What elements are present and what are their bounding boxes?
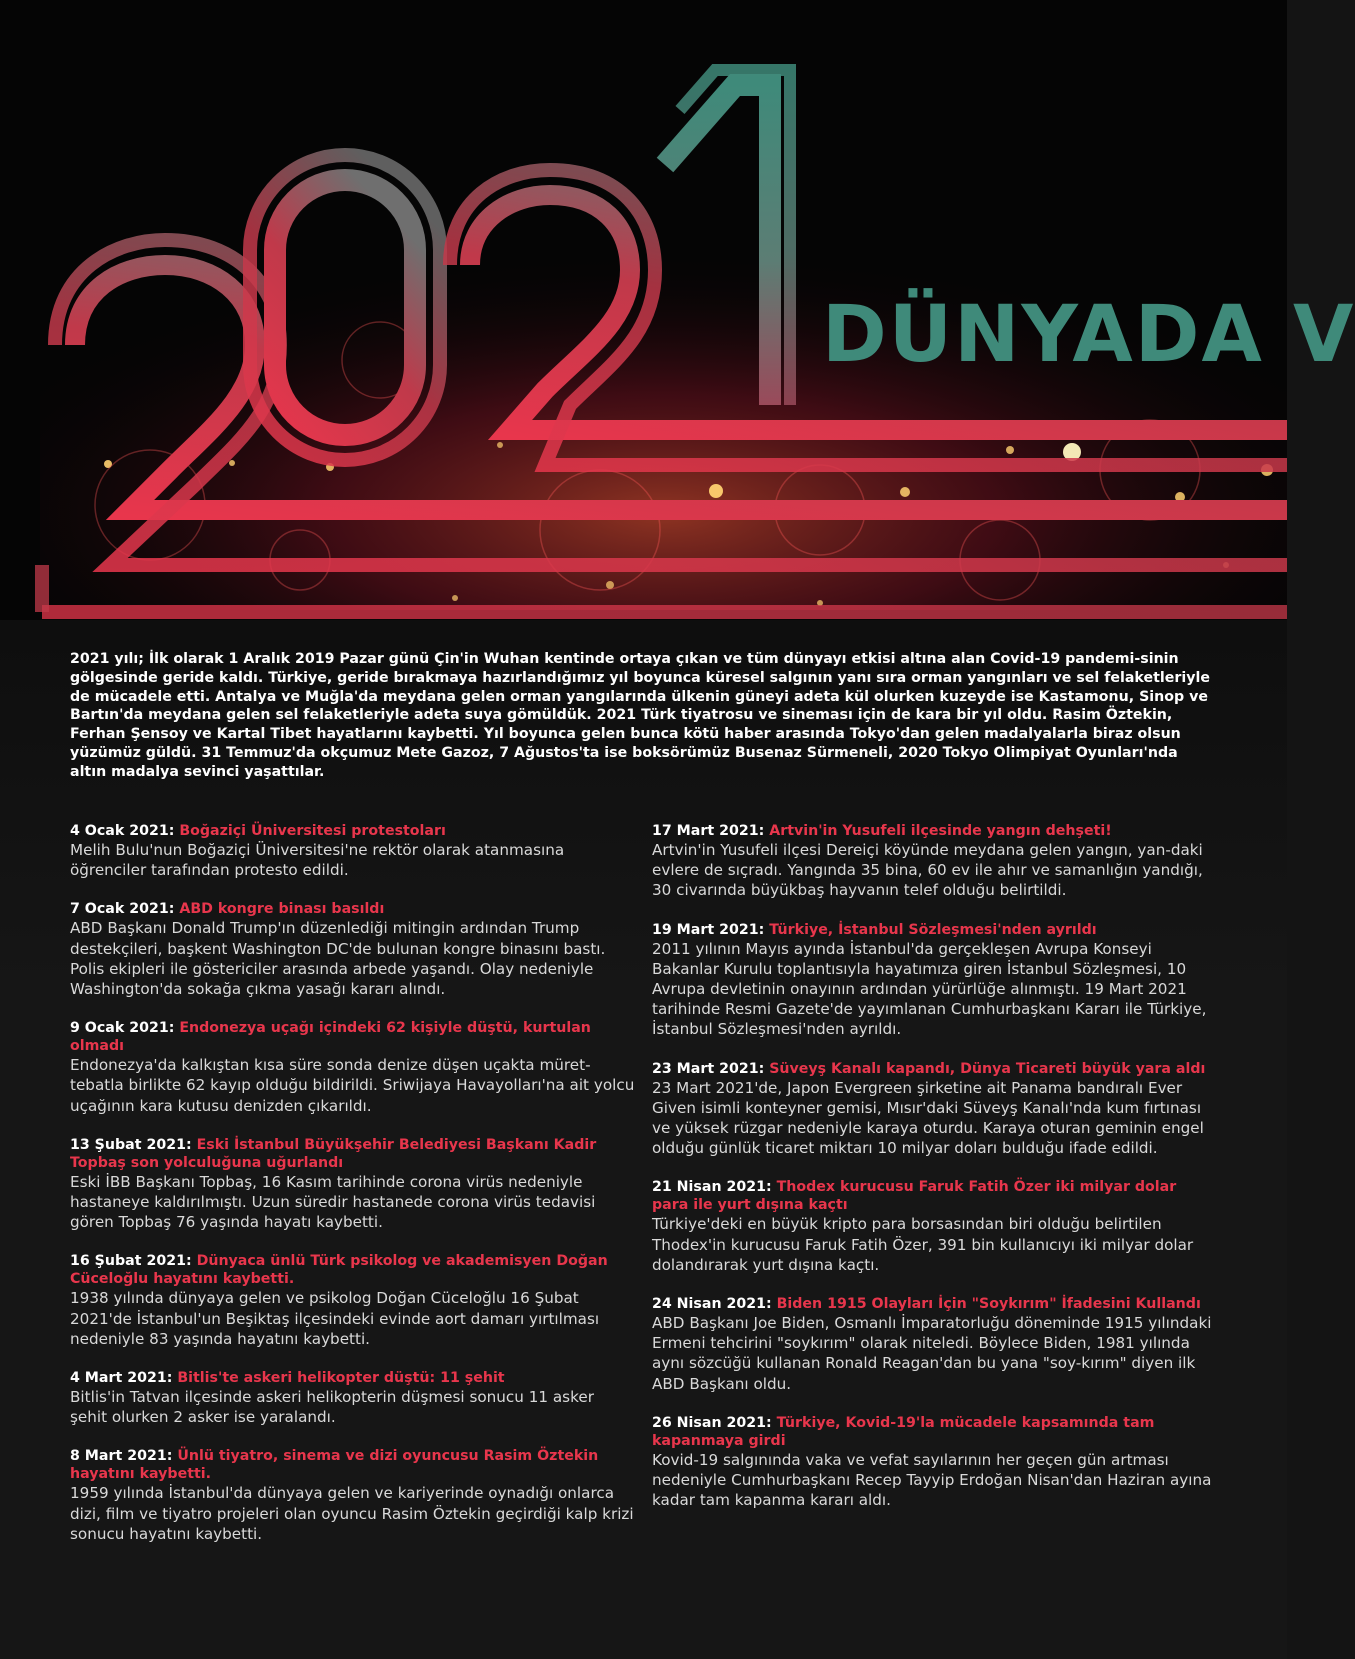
entry-date: 21 Nisan 2021:: [652, 1179, 772, 1196]
entry-date: 19 Mart 2021:: [652, 921, 765, 938]
entry-headline: Biden 1915 Olayları İçin "Soykırım" İfadesini Kullandı: [776, 1296, 1201, 1313]
entry-headline: Dünyaca ünlü Türk psikolog ve akademisyen Doğan Cüceloğlu hayatını kaybetti.: [70, 1253, 608, 1288]
entry-headline: Endonezya uçağı içindeki 62 kişiyle düştü, kurtulan olmadı: [70, 1020, 591, 1055]
entry-body: ABD Başkanı Joe Biden, Osmanlı İmparatorluğu döneminde 1915 yılındaki Ermeni tehcirini "soykırım" olarak niteledi. Böylece Biden, 1981 yılında aynı sözcüğü kullanan Ronald Reagan'dan bu yana "soy-kırım" diyen ilk ABD Başkanı oldu.: [652, 1314, 1212, 1393]
entry-date: 26 Nisan 2021:: [652, 1414, 772, 1431]
news-entry: [652, 822, 1217, 901]
entry-headline: Artvin'in Yusufeli ilçesinde yangın dehşeti!: [769, 823, 1112, 839]
entry-headline: ABD kongre binası basıldı: [179, 901, 385, 918]
entry-date: 16 Şubat 2021:: [70, 1253, 192, 1270]
entry-date: 4 Ocak 2021:: [70, 823, 175, 839]
entry-title: [70, 1019, 635, 1055]
entry-title: [652, 921, 1217, 939]
news-entry: [70, 900, 635, 999]
news-entry: [70, 1447, 635, 1544]
news-entry: [70, 1369, 635, 1427]
news-entry: [652, 921, 1217, 1040]
entry-title: [70, 1369, 635, 1387]
entry-headline: Türkiye, İstanbul Sözleşmesi'nden ayrıldı: [769, 921, 1097, 938]
entry-body: 1959 yılında İstanbul'da dünyaya gelen ve kariyerinde oynadığı onlarca dizi, film ve tiyatro projeleri olan oyuncu Rasim Öztekin geçirdiği kalp krizi sonucu hayatını kaybetti.: [70, 1484, 634, 1543]
entry-title: [652, 1414, 1217, 1450]
entry-body: 1938 yılında dünyaya gelen ve psikolog Doğan Cüceloğlu 16 Şubat 2021'de İstanbul'un Beşiktaş ilçesindeki evinde aort damarı yırtılması nedeniyle 83 yaşında hayatını kaybetti.: [70, 1289, 600, 1348]
entry-body: Eski İBB Başkanı Topbaş, 16 Kasım tarihinde corona virüs nedeniyle hastaneye kaldırılmıştı. Uzun süredir hastanede corona virüs tedavisi gören Topbaş 76 yaşında hayatı kaybetti.: [70, 1172, 596, 1232]
entry-body: 23 Mart 2021'de, Japon Evergreen şirketine ait Panama bandıralı Ever Given isimli konteyner gemisi, Mısır'daki Süveyş Kanalı'nda kum fırtınası ve yüksek rüzgar nedeniyle karaya oturdu. Karaya oturan geminin engel olduğu günlük ticaret miktarı 10 milyar doları bulduğu ifade edildi.: [652, 1078, 1204, 1158]
entry-body: Artvin'in Yusufeli ilçesi Dereiçi köyünde meydana gelen yangın, yan-daki evlere de sıçradı. Yangında 35 bina, 60 ev ile ahır ve samanlığın yandığı, 30 civarında büyükbaş hayvanın telef olduğu belirtildi.: [652, 841, 1203, 900]
entry-body: Kovid-19 salgınında vaka ve vefat sayılarının her geçen gün artması nedeniyle Cumhurbaşkanı Recep Tayyip Erdoğan Nisan'dan Haziran ayına kadar tam kapanma kararı aldı.: [652, 1450, 1212, 1510]
entry-body: Türkiye'deki en büyük kripto para borsasından biri olduğu belirtilen Thodex'in kurucusu Faruk Fatih Özer, 391 bin kullanıcıyı iki milyar dolar dolandırarak yurt dışına kaçtı.: [652, 1215, 1194, 1274]
entry-date: 24 Nisan 2021:: [652, 1296, 772, 1313]
news-entry: [652, 1295, 1217, 1394]
entry-title: [70, 900, 635, 918]
entry-headline: Türkiye, Kovid-19'la mücadele kapsamında tam kapanmaya girdi: [652, 1414, 1155, 1449]
entry-body: Bitlis'in Tatvan ilçesinde askeri helikopterin düşmesi sonucu 11 asker şehit olurken 2 asker ise yaralandı.: [70, 1388, 594, 1427]
intro-paragraph: 2021 yılı; İlk olarak 1 Aralık 2019 Pazar günü Çin'in Wuhan kentinde ortaya çıkan ve tüm dünyayı etkisi altına alan Covid-19 pandemi-sinin gölgesinde geride kaldı. Türkiye, geride bırakmaya hazırlandığımız yıl boyunca küresel salgının yanı sıra orman yangınları ve sel felaketleriyle de mücadele etti. Antalya ve Muğla'da meydana gelen orman yangılarında ülkenin güneyi adeta kül olurken kuzeyde ise Kastamonu, Sinop ve Bartın'da meydana gelen sel felaketleriyle adeta suya gömüldük. 2021 Türk tiyatrosu ve sineması için de kara bir yıl oldu. Rasim Öztekin, Ferhan Şensoy ve Kartal Tibet hayatlarını kaybetti. Yıl boyunca gelen bunca kötü haber arasında Tokyo'dan gelen madalyalarla biraz olsun yüzümüz güldü. 31 Temmuz'da okçumuz Mete Gazoz, 7 Ağustos'ta ise boksörümüz Busenaz Sürmeneli, 2020 Tokyo Olimpiyat Oyunları'nda altın madalya sevinci yaşattılar.: [70, 651, 1210, 780]
news-entry: [652, 1178, 1217, 1275]
entry-headline: Boğaziçi Üniversitesi protestoları: [179, 823, 446, 839]
news-entry: [652, 1060, 1217, 1159]
entry-headline: Ünlü tiyatro, sinema ve dizi oyuncusu Rasim Öztekin hayatını kaybetti.: [70, 1448, 599, 1483]
entry-date: 8 Mart 2021:: [70, 1448, 173, 1465]
entry-title: [70, 1252, 635, 1288]
headline-text: DÜNYADA V: [822, 290, 1355, 380]
news-entry: [70, 1252, 635, 1349]
entry-date: 23 Mart 2021:: [652, 1060, 765, 1077]
entry-title: [70, 1136, 635, 1172]
entry-date: 17 Mart 2021:: [652, 823, 765, 839]
entry-title: [70, 1447, 635, 1483]
entry-headline: Thodex kurucusu Faruk Fatih Özer iki milyar dolar para ile yurt dışına kaçtı: [652, 1179, 1177, 1214]
entry-body: 2011 yılının Mayıs ayında İstanbul'da gerçekleşen Avrupa Konseyi Bakanlar Kurulu toplantısıyla hayatımıza giren İstanbul Sözleşmesi, 10 Avrupa devletinin onayının ardından yürürlüğe alınmıştı. 19 Mart 2021 tarihinde Resmi Gazete'de yayımlanan Cumhurbaşkanı Kararı ile Türkiye, İstanbul Sözleşmesi'nden ayrıldı.: [652, 939, 1207, 1039]
entry-headline: Süveyş Kanalı kapandı, Dünya Ticareti büyük yara aldı: [769, 1060, 1206, 1077]
entry-title: [652, 1295, 1217, 1313]
news-entry: [70, 1136, 635, 1233]
entry-body: ABD Başkanı Donald Trump'ın düzenlediği mitingin ardından Trump destekçileri, başkent Washington DC'de bulunan kongre binasını bastı. Polis ekipleri ile göstericiler arasında arbede yaşandı. Olay nedeniyle Washington'da sokağa çıkma yasağı kararı alındı.: [70, 919, 606, 999]
entry-body: Melih Bulu'nun Boğaziçi Üniversitesi'ne rektör olarak atanmasına öğrenciler tarafından protesto edildi.: [70, 841, 565, 880]
entry-date: 13 Şubat 2021:: [70, 1136, 192, 1153]
news-entry: [70, 1019, 635, 1116]
entry-title: [652, 1178, 1217, 1214]
entry-title: [70, 822, 635, 840]
entry-headline: Bitlis'te askeri helikopter düştü: 11 şehit: [177, 1370, 505, 1387]
entry-date: 9 Ocak 2021:: [70, 1020, 175, 1037]
entry-headline: Eski İstanbul Büyükşehir Belediyesi Başkanı Kadir Topbaş son yolculuğuna uğurlandı: [70, 1136, 597, 1171]
hero-banner: [0, 0, 1355, 620]
left-column: [70, 822, 635, 1564]
entry-body: Endonezya'da kalkıştan kısa süre sonda denize düşen uçakta müret-tebatla birlikte 62 kayıp olduğu bildirildi. Sriwijaya Havayolları'na ait yolcu uçağının kara kutusu denizden çıkarıldı.: [70, 1056, 635, 1115]
news-entry: [70, 822, 635, 880]
news-entry: [652, 1414, 1217, 1511]
right-column: [652, 822, 1217, 1530]
entry-date: 4 Mart 2021:: [70, 1370, 173, 1387]
entry-title: [652, 1060, 1217, 1078]
entry-title: [652, 822, 1217, 840]
entry-date: 7 Ocak 2021:: [70, 901, 175, 918]
